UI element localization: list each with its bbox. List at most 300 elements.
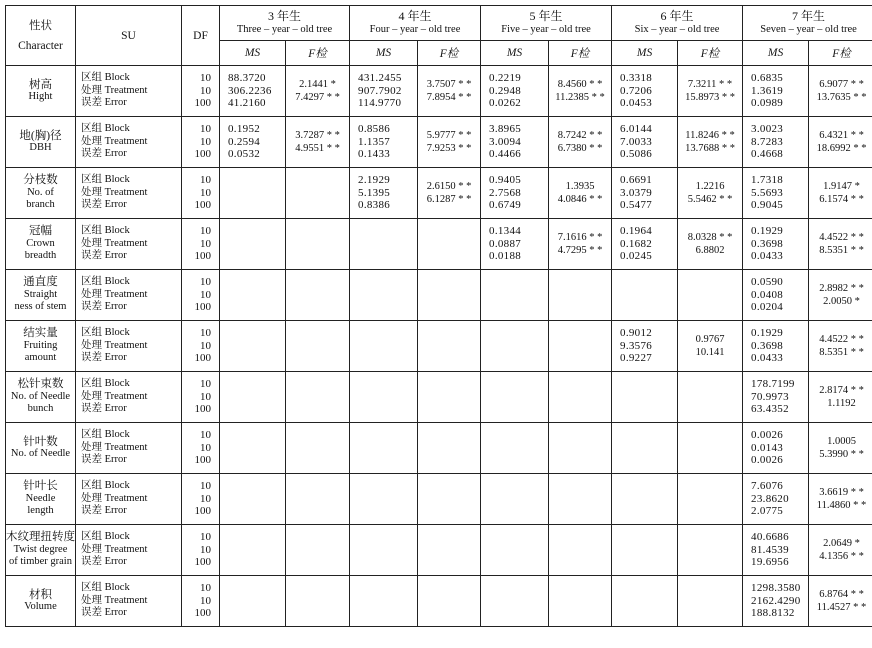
f-value: 5.3990 * * — [819, 449, 864, 460]
df-value: 10 — [200, 594, 211, 607]
f-value: 8.5351 * * — [819, 347, 864, 358]
ms-value: 2162.4290 — [751, 594, 801, 607]
ms-value: 3.0094 — [489, 135, 522, 148]
table-row — [6, 168, 872, 219]
su-label: 区组 Block — [81, 326, 130, 338]
df-value: 10 — [200, 377, 211, 390]
ms-cell — [743, 117, 809, 168]
f-cell — [286, 525, 350, 576]
df-cell — [182, 372, 220, 423]
df-value: 10 — [200, 390, 211, 403]
f-cell — [286, 474, 350, 525]
ms-value: 0.3698 — [751, 339, 784, 352]
df-cell — [182, 117, 220, 168]
ms-cell — [220, 372, 286, 423]
ms-value: 0.0143 — [751, 441, 784, 454]
f-cell — [549, 219, 612, 270]
character-name — [6, 66, 76, 117]
su-label: 区组 Block — [81, 479, 130, 491]
su-cell — [76, 474, 182, 525]
ms-header: MS — [220, 41, 286, 66]
ms-value: 0.0026 — [751, 454, 784, 467]
ms-cell — [350, 372, 418, 423]
year-header-6: 6 年生 Six – year – old tree — [612, 6, 743, 41]
ms-cell — [481, 321, 549, 372]
ms-value: 0.7206 — [620, 84, 653, 97]
ms-value: 0.6691 — [620, 173, 653, 186]
ms-cell — [481, 372, 549, 423]
character-name-en: No. of — [27, 186, 54, 198]
df-value: 10 — [200, 492, 211, 505]
f-value: 6.9077 * * — [819, 79, 864, 90]
ms-value: 0.5086 — [620, 148, 653, 161]
f-value: 1.9147 * — [823, 181, 860, 192]
su-label: 处理 Treatment — [81, 186, 148, 198]
ms-value: 3.0379 — [620, 186, 653, 199]
su-label: 处理 Treatment — [81, 390, 148, 402]
f-cell — [286, 372, 350, 423]
f-value: 11.2385 * * — [555, 92, 605, 103]
ms-cell — [481, 474, 549, 525]
df-value: 100 — [194, 199, 211, 212]
character-name-zh: 分枝数 — [23, 174, 58, 187]
ms-cell — [743, 321, 809, 372]
f-cell — [418, 321, 481, 372]
df-value: 100 — [194, 556, 211, 569]
character-name-zh: 结实量 — [23, 327, 58, 340]
ms-cell — [220, 525, 286, 576]
character-name-en: Fruiting — [23, 339, 58, 351]
ms-value: 1.3619 — [751, 84, 784, 97]
ms-value: 0.2594 — [228, 135, 261, 148]
f-cell — [678, 321, 743, 372]
ms-value: 0.0590 — [751, 275, 784, 288]
ms-value: 1.7318 — [751, 173, 784, 186]
character-name-zh: 冠幅 — [29, 225, 52, 238]
df-value: 10 — [200, 581, 211, 594]
f-value: 6.8764 * * — [819, 589, 864, 600]
su-label: 区组 Block — [81, 122, 130, 134]
f-cell — [286, 66, 350, 117]
year-header-3: 3 年生 Three – year – old tree — [220, 6, 350, 41]
ms-cell — [350, 117, 418, 168]
ms-value: 40.6686 — [751, 530, 789, 543]
ms-value: 23.8620 — [751, 492, 789, 505]
f-cell — [549, 270, 612, 321]
character-name-zh: 地(胸)径 — [19, 129, 62, 142]
df-value: 10 — [200, 186, 211, 199]
su-label: 误差 Error — [81, 97, 127, 109]
su-label: 误差 Error — [81, 352, 127, 364]
ms-cell — [481, 66, 549, 117]
f-value: 18.6992 * * — [816, 143, 867, 154]
ms-cell — [612, 270, 678, 321]
f-cell — [418, 270, 481, 321]
character-header-en: Character — [18, 39, 63, 52]
year-header-5: 5 年生 Five – year – old tree — [481, 6, 612, 41]
f-value: 8.5351 * * — [819, 245, 864, 256]
f-cell — [418, 219, 481, 270]
character-header — [6, 6, 76, 66]
character-name — [6, 270, 76, 321]
df-cell — [182, 321, 220, 372]
f-header: F检 — [418, 41, 481, 66]
f-cell — [286, 117, 350, 168]
su-label: 处理 Treatment — [81, 237, 148, 249]
character-name-zh: 通直度 — [23, 276, 58, 289]
su-label: 区组 Block — [81, 275, 130, 287]
character-name-en: Needle — [25, 492, 56, 504]
f-cell — [549, 66, 612, 117]
f-value: 6.4321 * * — [819, 130, 864, 141]
character-header-zh: 性状 — [29, 19, 52, 32]
su-label: 区组 Block — [81, 530, 130, 542]
su-label: 区组 Block — [81, 224, 130, 236]
df-value: 10 — [200, 84, 211, 97]
ms-value: 178.7199 — [751, 377, 795, 390]
ms-value: 0.6749 — [489, 199, 522, 212]
su-cell — [76, 372, 182, 423]
character-name — [6, 474, 76, 525]
ms-cell — [743, 372, 809, 423]
ms-value: 7.0033 — [620, 135, 653, 148]
character-name-en: amount — [24, 352, 57, 364]
character-name — [6, 423, 76, 474]
ms-cell — [743, 219, 809, 270]
f-value: 8.7242 * * — [557, 130, 603, 141]
f-cell — [286, 423, 350, 474]
f-value: 1.1192 — [827, 398, 856, 409]
ms-cell — [612, 474, 678, 525]
ms-value: 0.0989 — [751, 97, 784, 110]
character-name — [6, 321, 76, 372]
df-value: 100 — [194, 454, 211, 467]
f-value: 2.8174 * * — [819, 385, 864, 396]
ms-value: 0.0262 — [489, 97, 522, 110]
ms-cell — [612, 117, 678, 168]
su-label: 误差 Error — [81, 454, 127, 466]
su-cell — [76, 270, 182, 321]
character-name-en: Hight — [28, 91, 53, 102]
df-value: 10 — [200, 288, 211, 301]
f-value: 5.5462 * * — [687, 194, 733, 205]
ms-value: 9.3576 — [620, 339, 653, 352]
character-name-zh: 松针束数 — [17, 378, 64, 391]
f-header: F检 — [286, 41, 350, 66]
f-cell — [549, 576, 612, 627]
ms-value: 1.1357 — [358, 135, 391, 148]
ms-cell — [612, 372, 678, 423]
df-value: 10 — [200, 275, 211, 288]
ms-value: 0.0887 — [489, 237, 522, 250]
ms-value: 70.9973 — [751, 390, 789, 403]
ms-value: 0.8386 — [358, 199, 391, 212]
f-value: 4.9551 * * — [295, 143, 340, 154]
f-cell — [809, 525, 872, 576]
ms-cell — [220, 270, 286, 321]
ms-value: 0.9405 — [489, 173, 522, 186]
su-label: 误差 Error — [81, 199, 127, 211]
table-row — [6, 219, 872, 270]
f-cell — [549, 423, 612, 474]
df-value: 100 — [194, 403, 211, 416]
df-value: 10 — [200, 441, 211, 454]
df-value: 10 — [200, 173, 211, 186]
ms-header: MS — [743, 41, 809, 66]
f-value: 2.6150 * * — [426, 181, 472, 192]
df-cell — [182, 525, 220, 576]
ms-value: 431.2455 — [358, 71, 402, 84]
ms-value: 0.3318 — [620, 71, 653, 84]
character-name-en: Twist degree — [13, 543, 68, 555]
f-cell — [418, 168, 481, 219]
su-label: 误差 Error — [81, 556, 127, 568]
f-cell — [286, 168, 350, 219]
ms-value: 2.1929 — [358, 173, 391, 186]
f-value: 13.7635 * * — [816, 92, 867, 103]
f-value: 8.0328 * * — [687, 232, 733, 243]
f-value: 5.9777 * * — [426, 130, 472, 141]
df-value: 10 — [200, 339, 211, 352]
f-value: 13.7688 * * — [685, 143, 735, 154]
df-value: 100 — [194, 505, 211, 518]
ms-cell — [612, 525, 678, 576]
su-label: 误差 Error — [81, 403, 127, 415]
df-cell — [182, 474, 220, 525]
su-cell — [76, 525, 182, 576]
ms-value: 0.1964 — [620, 224, 653, 237]
table-row — [6, 372, 872, 423]
character-name-zh: 材积 — [29, 588, 52, 601]
character-name — [6, 117, 76, 168]
ms-value: 3.8965 — [489, 122, 522, 135]
f-value: 11.8246 * * — [685, 130, 735, 141]
f-value: 4.1356 * * — [819, 551, 864, 562]
df-cell — [182, 270, 220, 321]
f-cell — [809, 270, 872, 321]
ms-cell — [220, 576, 286, 627]
df-value: 10 — [200, 135, 211, 148]
f-value: 15.8973 * * — [685, 92, 735, 103]
character-name — [6, 219, 76, 270]
f-value: 4.4522 * * — [819, 334, 864, 345]
ms-value: 3.0023 — [751, 122, 784, 135]
ms-value: 0.8586 — [358, 122, 391, 135]
f-value: 1.2216 — [695, 181, 725, 192]
df-header: DF — [182, 6, 220, 66]
year-header-7: 7 年生 Seven – year – old tree — [743, 6, 872, 41]
ms-cell — [220, 117, 286, 168]
f-value: 11.4860 * * — [816, 500, 867, 511]
f-cell — [549, 168, 612, 219]
f-value: 3.7507 * * — [426, 79, 472, 90]
f-cell — [809, 168, 872, 219]
df-cell — [182, 576, 220, 627]
f-value: 2.0050 * — [823, 296, 860, 307]
f-cell — [286, 576, 350, 627]
df-cell — [182, 219, 220, 270]
f-value: 1.3935 — [565, 181, 595, 192]
ms-value: 0.1929 — [751, 224, 784, 237]
f-value: 7.3211 * * — [687, 79, 733, 90]
su-label: 处理 Treatment — [81, 594, 148, 606]
table-row — [6, 66, 872, 117]
table-row — [6, 321, 872, 372]
ms-cell — [350, 270, 418, 321]
ms-value: 0.0433 — [751, 250, 784, 263]
ms-cell — [350, 474, 418, 525]
f-cell — [418, 66, 481, 117]
ms-cell — [220, 423, 286, 474]
f-value: 1.0005 — [827, 436, 856, 447]
f-cell — [418, 576, 481, 627]
ms-value: 0.9227 — [620, 352, 653, 365]
ms-cell — [481, 423, 549, 474]
character-name-en: branch — [26, 199, 55, 211]
f-cell — [549, 474, 612, 525]
ms-value: 19.6956 — [751, 556, 789, 569]
f-value: 6.1287 * * — [426, 194, 472, 205]
ms-cell — [350, 525, 418, 576]
su-label: 处理 Treatment — [81, 84, 148, 96]
ms-cell — [481, 525, 549, 576]
ms-cell — [220, 321, 286, 372]
ms-value: 188.8132 — [751, 607, 795, 620]
f-cell — [286, 219, 350, 270]
character-name-en: No. of Needle — [10, 390, 71, 402]
character-name-en: Crown — [26, 237, 55, 249]
character-name — [6, 372, 76, 423]
su-label: 处理 Treatment — [81, 492, 148, 504]
su-header: SU — [76, 6, 182, 66]
df-value: 100 — [194, 607, 211, 620]
f-cell — [286, 270, 350, 321]
ms-cell — [612, 423, 678, 474]
f-value: 6.1574 * * — [819, 194, 864, 205]
ms-value: 0.0433 — [751, 352, 784, 365]
f-value: 7.8954 * * — [426, 92, 472, 103]
ms-cell — [350, 423, 418, 474]
ms-value: 0.1682 — [620, 237, 653, 250]
ms-value: 1298.3580 — [751, 581, 801, 594]
ms-value: 2.7568 — [489, 186, 522, 199]
f-value: 3.7287 * * — [295, 130, 340, 141]
anova-table — [5, 5, 872, 627]
df-value: 100 — [194, 352, 211, 365]
f-cell — [549, 117, 612, 168]
su-label: 区组 Block — [81, 377, 130, 389]
f-value: 6.8802 — [695, 245, 725, 256]
f-cell — [678, 117, 743, 168]
ms-value: 0.1433 — [358, 148, 391, 161]
ms-cell — [481, 219, 549, 270]
f-cell — [678, 270, 743, 321]
df-value: 100 — [194, 250, 211, 263]
ms-cell — [350, 219, 418, 270]
ms-value: 88.3720 — [228, 71, 266, 84]
df-value: 100 — [194, 301, 211, 314]
df-value: 100 — [194, 97, 211, 110]
ms-value: 0.0188 — [489, 250, 522, 263]
ms-value: 8.7283 — [751, 135, 784, 148]
table-row — [6, 117, 872, 168]
ms-value: 0.0532 — [228, 148, 261, 161]
character-name — [6, 576, 76, 627]
character-name-zh: 针叶数 — [23, 435, 58, 448]
ms-cell — [612, 168, 678, 219]
su-label: 误差 Error — [81, 301, 127, 313]
character-name-en: bunch — [27, 403, 54, 415]
su-cell — [76, 117, 182, 168]
df-value: 100 — [194, 148, 211, 161]
character-name-zh: 树高 — [29, 78, 52, 91]
ms-value: 7.6076 — [751, 479, 784, 492]
ms-cell — [612, 66, 678, 117]
ms-value: 0.2948 — [489, 84, 522, 97]
ms-value: 0.1344 — [489, 224, 522, 237]
df-value: 10 — [200, 428, 211, 441]
ms-cell — [612, 576, 678, 627]
f-cell — [809, 474, 872, 525]
ms-value: 0.0026 — [751, 428, 784, 441]
su-cell — [76, 321, 182, 372]
f-cell — [809, 66, 872, 117]
f-value: 4.0846 * * — [557, 194, 603, 205]
ms-cell — [350, 66, 418, 117]
ms-value: 0.4668 — [751, 148, 784, 161]
df-value: 10 — [200, 224, 211, 237]
f-cell — [809, 219, 872, 270]
table-row — [6, 525, 872, 576]
f-value: 0.9767 — [695, 334, 725, 345]
f-value: 8.4560 * * — [557, 79, 603, 90]
ms-value: 41.2160 — [228, 97, 266, 110]
su-label: 区组 Block — [81, 428, 130, 440]
df-cell — [182, 168, 220, 219]
ms-value: 5.5693 — [751, 186, 784, 199]
character-name-zh: 针叶长 — [23, 480, 58, 493]
f-cell — [678, 66, 743, 117]
f-cell — [286, 321, 350, 372]
f-cell — [549, 321, 612, 372]
su-label: 处理 Treatment — [81, 543, 148, 555]
df-value: 10 — [200, 530, 211, 543]
table-row — [6, 474, 872, 525]
f-value: 7.4297 * * — [295, 92, 340, 103]
ms-value: 907.7902 — [358, 84, 402, 97]
f-cell — [549, 372, 612, 423]
ms-value: 0.6835 — [751, 71, 784, 84]
ms-header: MS — [612, 41, 678, 66]
character-name-en: of timber grain — [9, 556, 72, 568]
ms-value: 0.9045 — [751, 199, 784, 212]
ms-value: 6.0144 — [620, 122, 653, 135]
character-name-en: ness of stem — [14, 301, 67, 313]
character-name-en: Volume — [24, 601, 57, 612]
f-value: 4.7295 * * — [557, 245, 603, 256]
ms-cell — [220, 66, 286, 117]
f-cell — [678, 168, 743, 219]
ms-value: 5.1395 — [358, 186, 391, 199]
f-value: 6.7380 * * — [557, 143, 603, 154]
ms-cell — [743, 66, 809, 117]
f-cell — [418, 525, 481, 576]
su-label: 处理 Treatment — [81, 339, 148, 351]
su-label: 区组 Block — [81, 71, 130, 83]
ms-value: 0.1929 — [751, 326, 784, 339]
ms-cell — [220, 219, 286, 270]
f-header: F检 — [809, 41, 872, 66]
